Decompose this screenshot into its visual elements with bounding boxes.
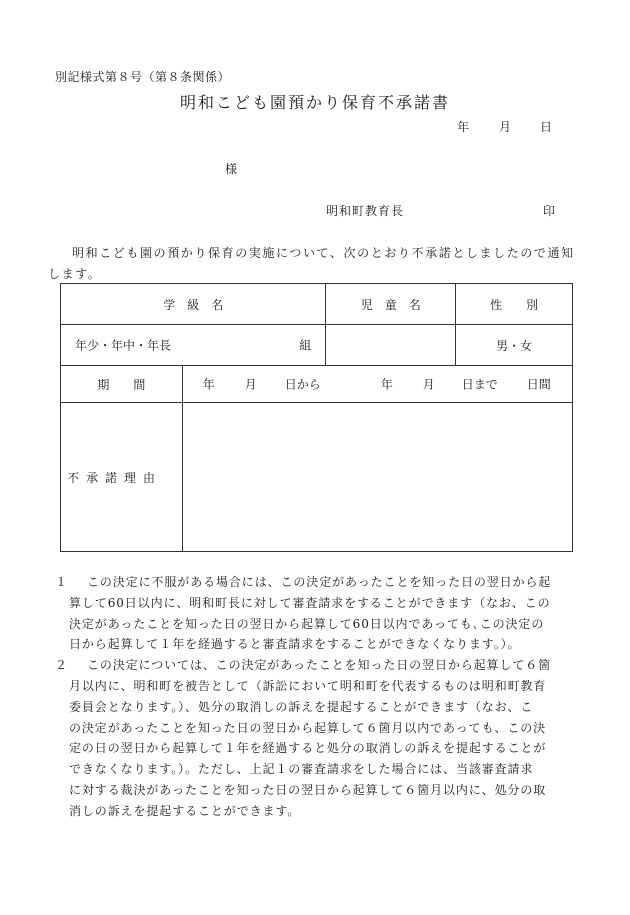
period-header: 期 間 [61, 366, 183, 403]
note-2 [55, 655, 575, 821]
notes-section [55, 572, 575, 822]
intro-paragraph [48, 243, 580, 285]
intro-line-1: 明和こども園の預かり保育の実施について、次のとおり不承諾としましたので通知 [72, 246, 575, 260]
seal-mark: 印 [543, 204, 556, 218]
addressee-suffix: 様 [225, 162, 238, 176]
form-table [60, 283, 573, 552]
intro-line-2: します。 [48, 267, 102, 281]
reason-field[interactable] [182, 403, 572, 552]
period-day-from: 日から [284, 377, 321, 392]
child-name-field[interactable] [326, 325, 456, 366]
date-month-label: 月 [499, 120, 512, 134]
child-name-header: 児 童 名 [326, 284, 456, 325]
period-days: 日間 [526, 377, 551, 392]
period-month-from: 月 [244, 377, 257, 392]
form-number: 別記様式第８号（第８条関係） [55, 70, 231, 84]
note-2-line-1: この決定については、この決定があったことを知った日の翌日から起算して６箇 [87, 658, 552, 673]
note-1-line-4: 日から起算して１年を経過すると審査請求をすることができなくなります。）。 [69, 637, 521, 652]
period-day-until: 日まで [461, 377, 498, 392]
note-1-line-2: 算して60日以内に、明和町長に対して審査請求をすることができます（なお、この [69, 595, 551, 610]
class-options: 年少・年中・年長 [75, 338, 172, 353]
note-2-line-2: 月以内に、明和町を被告として（訴訟において明和町を代表するものは明和町教育 [69, 678, 547, 693]
note-2-number: ２ [55, 658, 68, 673]
note-1 [55, 572, 575, 655]
note-2-line-3: 委員会となります。）、処分の取消しの訴えを提起することができます（なお、こ [69, 699, 534, 714]
class-name-header: 学 級 名 [61, 284, 326, 325]
gender-field[interactable]: 男・女 [456, 325, 573, 366]
note-2-line-4: の決定があったことを知った日の翌日から起算して６箇月以内であっても、この決 [69, 720, 547, 735]
date-year-label: 年 [457, 120, 470, 134]
note-1-line-1: この決定に不服がある場合には、この決定があったことを知った日の翌日から起 [87, 575, 552, 589]
note-2-line-7: に対する裁決があったことを知った日の翌日から起算して６箇月以内に、処分の取 [69, 782, 547, 797]
note-2-line-8: 消しの訴えを提起することができます。 [69, 803, 301, 818]
class-suffix: 組 [299, 338, 312, 353]
note-1-line-3: 決定があったことを知った日の翌日から起算して60日以内であっても､この決定の [69, 616, 545, 631]
reason-header: 不承諾理由 [61, 403, 183, 552]
note-2-line-6: できなくなります。）。ただし、上記１の審査請求をした場合には、当該審査請求 [69, 762, 534, 777]
note-1-number: １ [55, 575, 68, 589]
date-day-label: 日 [540, 120, 553, 134]
period-year-from: 年 [202, 377, 215, 392]
document-title: 明和こども園預かり保育不承諾書 [179, 93, 450, 112]
period-month-until: 月 [422, 377, 435, 392]
gender-header: 性 別 [456, 284, 573, 325]
period-field[interactable] [182, 366, 572, 403]
issuer-title: 明和町教育長 [326, 204, 405, 218]
period-year-until: 年 [380, 377, 393, 392]
class-name-field[interactable] [61, 325, 326, 366]
note-2-line-5: 定の日の翌日から起算して１年を経過すると処分の取消しの訴えを提起することが [69, 741, 547, 756]
